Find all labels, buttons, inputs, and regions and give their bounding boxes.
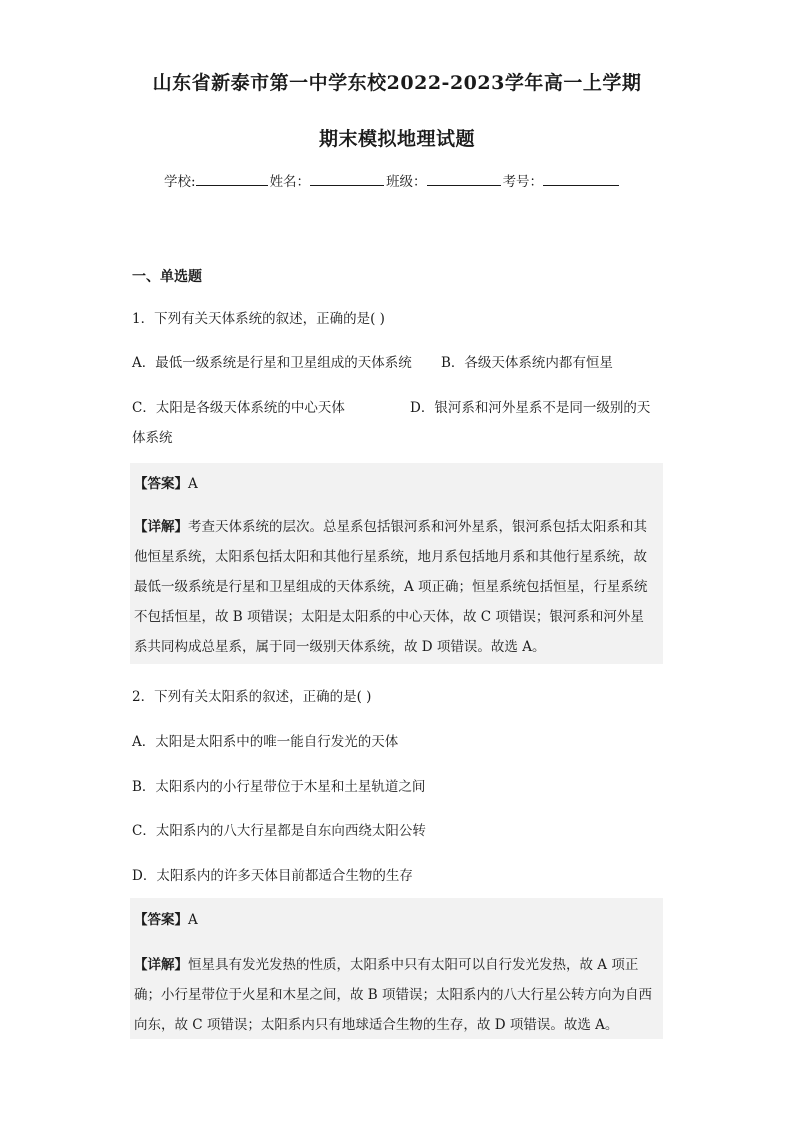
q1-option-a: A．最低一级系统是行星和卫星组成的天体系统 [132,355,412,371]
q1-answer [134,472,198,492]
q1-detail-line [134,515,647,535]
q1-stem: 1．下列有关天体系统的叙述，正确的是( ) [132,311,385,327]
school-label: 学校: [164,174,196,190]
q2-detail-line: 向东，故 C 项错误；太阳系内只有地球适合生物的生存，故 D 项错误。故选 A。 [134,1017,619,1033]
q1-detail-text: 考查天体系统的层次。总星系包括银河系和河外星系，银河系包括太阳系和其 [188,519,647,535]
q1-detail-line: 他恒星系统，太阳系包括太阳和其他行星系统，地月系包括地月系和其他行星系统，故 [134,549,647,565]
q2-detail-label: 【详解】 [134,957,188,973]
exam-no-blank[interactable] [543,171,619,186]
q2-option-d: D．太阳系内的许多天体目前都适合生物的生存 [132,868,413,884]
q2-answer-label: 【答案】 [134,912,188,928]
q1-option-d-cont: 体系统 [132,430,173,446]
q2-option-b: B．太阳系内的小行星带位于木星和土星轨道之间 [132,779,426,795]
q2-stem: 2．下列有关太阳系的叙述，正确的是( ) [132,689,372,705]
q1-detail-line: 系共同构成总星系，属于同一级别天体系统，故 D 项错误。故选 A。 [134,639,546,655]
q1-answer-box [130,463,663,664]
q1-detail-label: 【详解】 [134,519,188,535]
section-title: 一、单选题 [132,269,202,285]
q2-detail-line [134,953,638,973]
exam-title-line2: 期末模拟地理试题 [318,128,475,150]
exam-title-line1: 山东省新泰市第一中学东校2022-2023学年高一上学期 [152,72,642,94]
class-blank[interactable] [427,171,501,186]
q2-answer-box [130,898,663,1039]
q1-answer-value: A [188,476,198,492]
q1-detail-line: 不包括恒星，故 B 项错误；太阳是太阳系的中心天体，故 C 项错误；银河系和河外星 [134,609,644,625]
name-label: 姓名： [269,174,311,190]
q1-answer-label: 【答案】 [134,476,188,492]
q1-detail-line: 最低一级系统是行星和卫星组成的天体系统，A 项正确；恒星系统包括恒星，行星系统 [134,579,648,595]
school-blank[interactable] [196,171,268,186]
student-info-row [164,170,621,190]
exam-no-label: 考号： [502,174,544,190]
q1-option-b: B．各级天体系统内都有恒星 [441,355,613,371]
q2-detail-text: 恒星具有发光发热的性质，太阳系中只有太阳可以自行发光发热，故 A 项正 [188,957,639,973]
q2-detail-line: 确；小行星带位于火星和木星之间，故 B 项错误；太阳系内的八大行星公转方向为自西 [134,987,653,1003]
q2-option-c: C．太阳系内的八大行星都是自东向西绕太阳公转 [132,823,426,839]
q2-answer-value: A [188,912,198,928]
q2-answer [134,908,198,928]
q1-option-d: D．银河系和河外星系不是同一级别的天 [410,400,651,416]
q1-option-c: C．太阳是各级天体系统的中心天体 [132,400,345,416]
name-blank[interactable] [310,171,384,186]
class-label: 班级： [386,174,427,190]
q2-option-a: A．太阳是太阳系中的唯一能自行发光的天体 [132,734,399,750]
